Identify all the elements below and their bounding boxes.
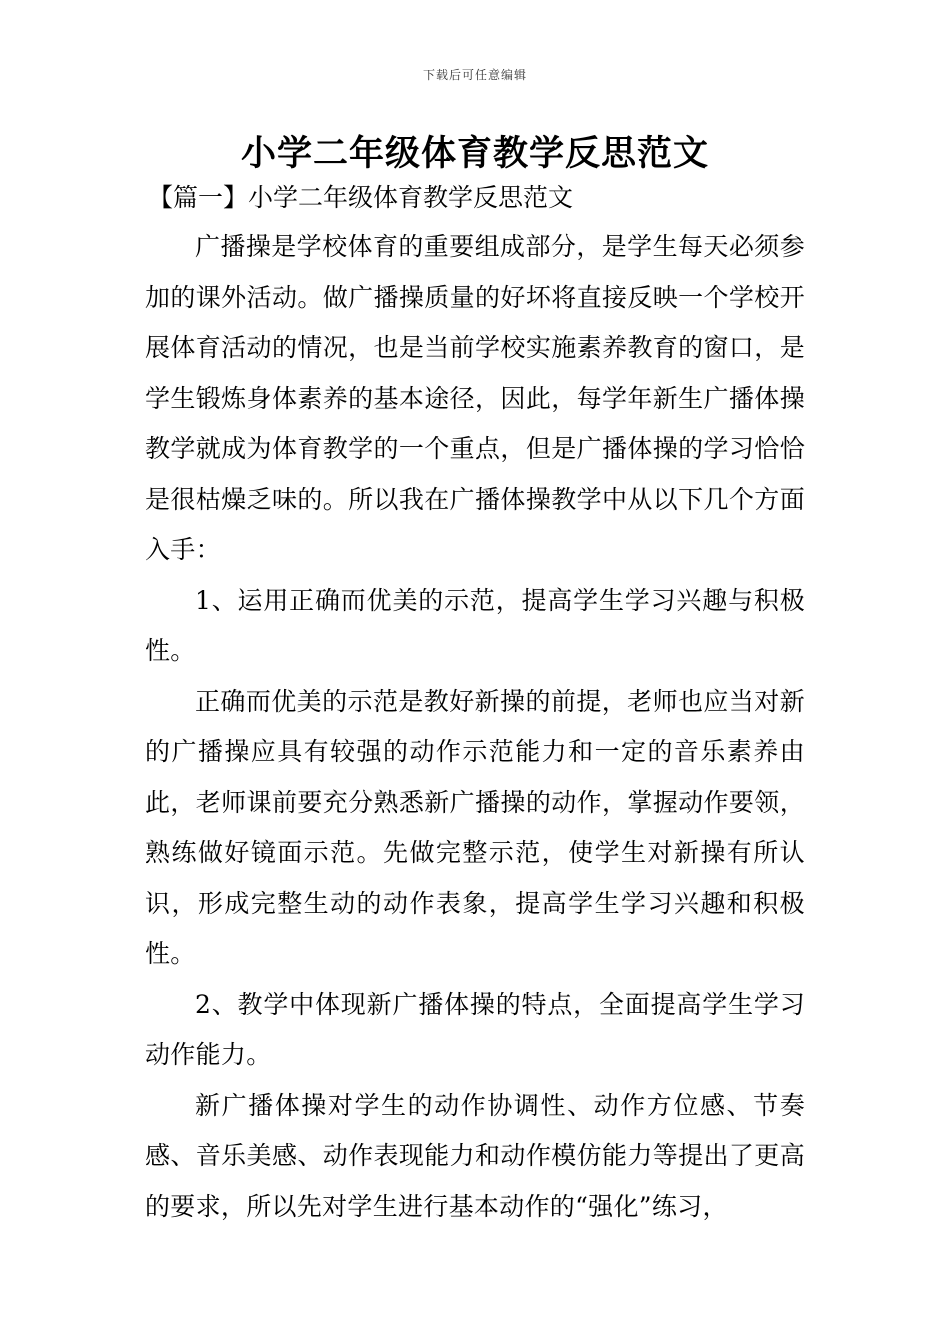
paragraph-intro: 广播操是学校体育的重要组成部分，是学生每天必须参加的课外活动。做广播操质量的好坏将直接反映一个学校开展体育活动的情况，也是当前学校实施素养教育的窗口，是学生锻炼身体素养的基本途径，因此，每学年新生广播体操教学就成为体育教学的一个重点，但是广播体操的学习恰恰是很枯燥乏味的。所以我在广播体操教学中从以下几个方面入手： [145,232,805,564]
header-note: 下载后可任意编辑 [422,68,527,82]
section-heading: 【篇一】小学二年级体育教学反思范文 [148,183,574,212]
paragraph-point-2-detail: 新广播体操对学生的动作协调性、动作方位感、节奏感、音乐美感、动作表现能力和动作模仿能力等提出了更高的要求，所以先对学生进行基本动作的“强化”练习， [145,1090,805,1221]
paragraph-point-1: 1、运用正确而优美的示范，提高学生学习兴趣与积极性。 [145,585,805,665]
paragraph-point-2: 2、教学中体现新广播体操的特点，全面提高学生学习动作能力。 [145,989,805,1069]
paragraph-point-1-detail: 正确而优美的示范是教好新操的前提，老师也应当对新的广播操应具有较强的动作示范能力和一定的音乐素养由此，老师课前要充分熟悉新广播操的动作，掌握动作要领，熟练做好镜面示范。先做完整示范，使学生对新操有所认识，形成完整生动的动作表象，提高学生学习兴趣和积极性。 [145,686,805,968]
document-body [145,222,805,1232]
document-title: 小学二年级体育教学反思范文 [240,133,709,174]
